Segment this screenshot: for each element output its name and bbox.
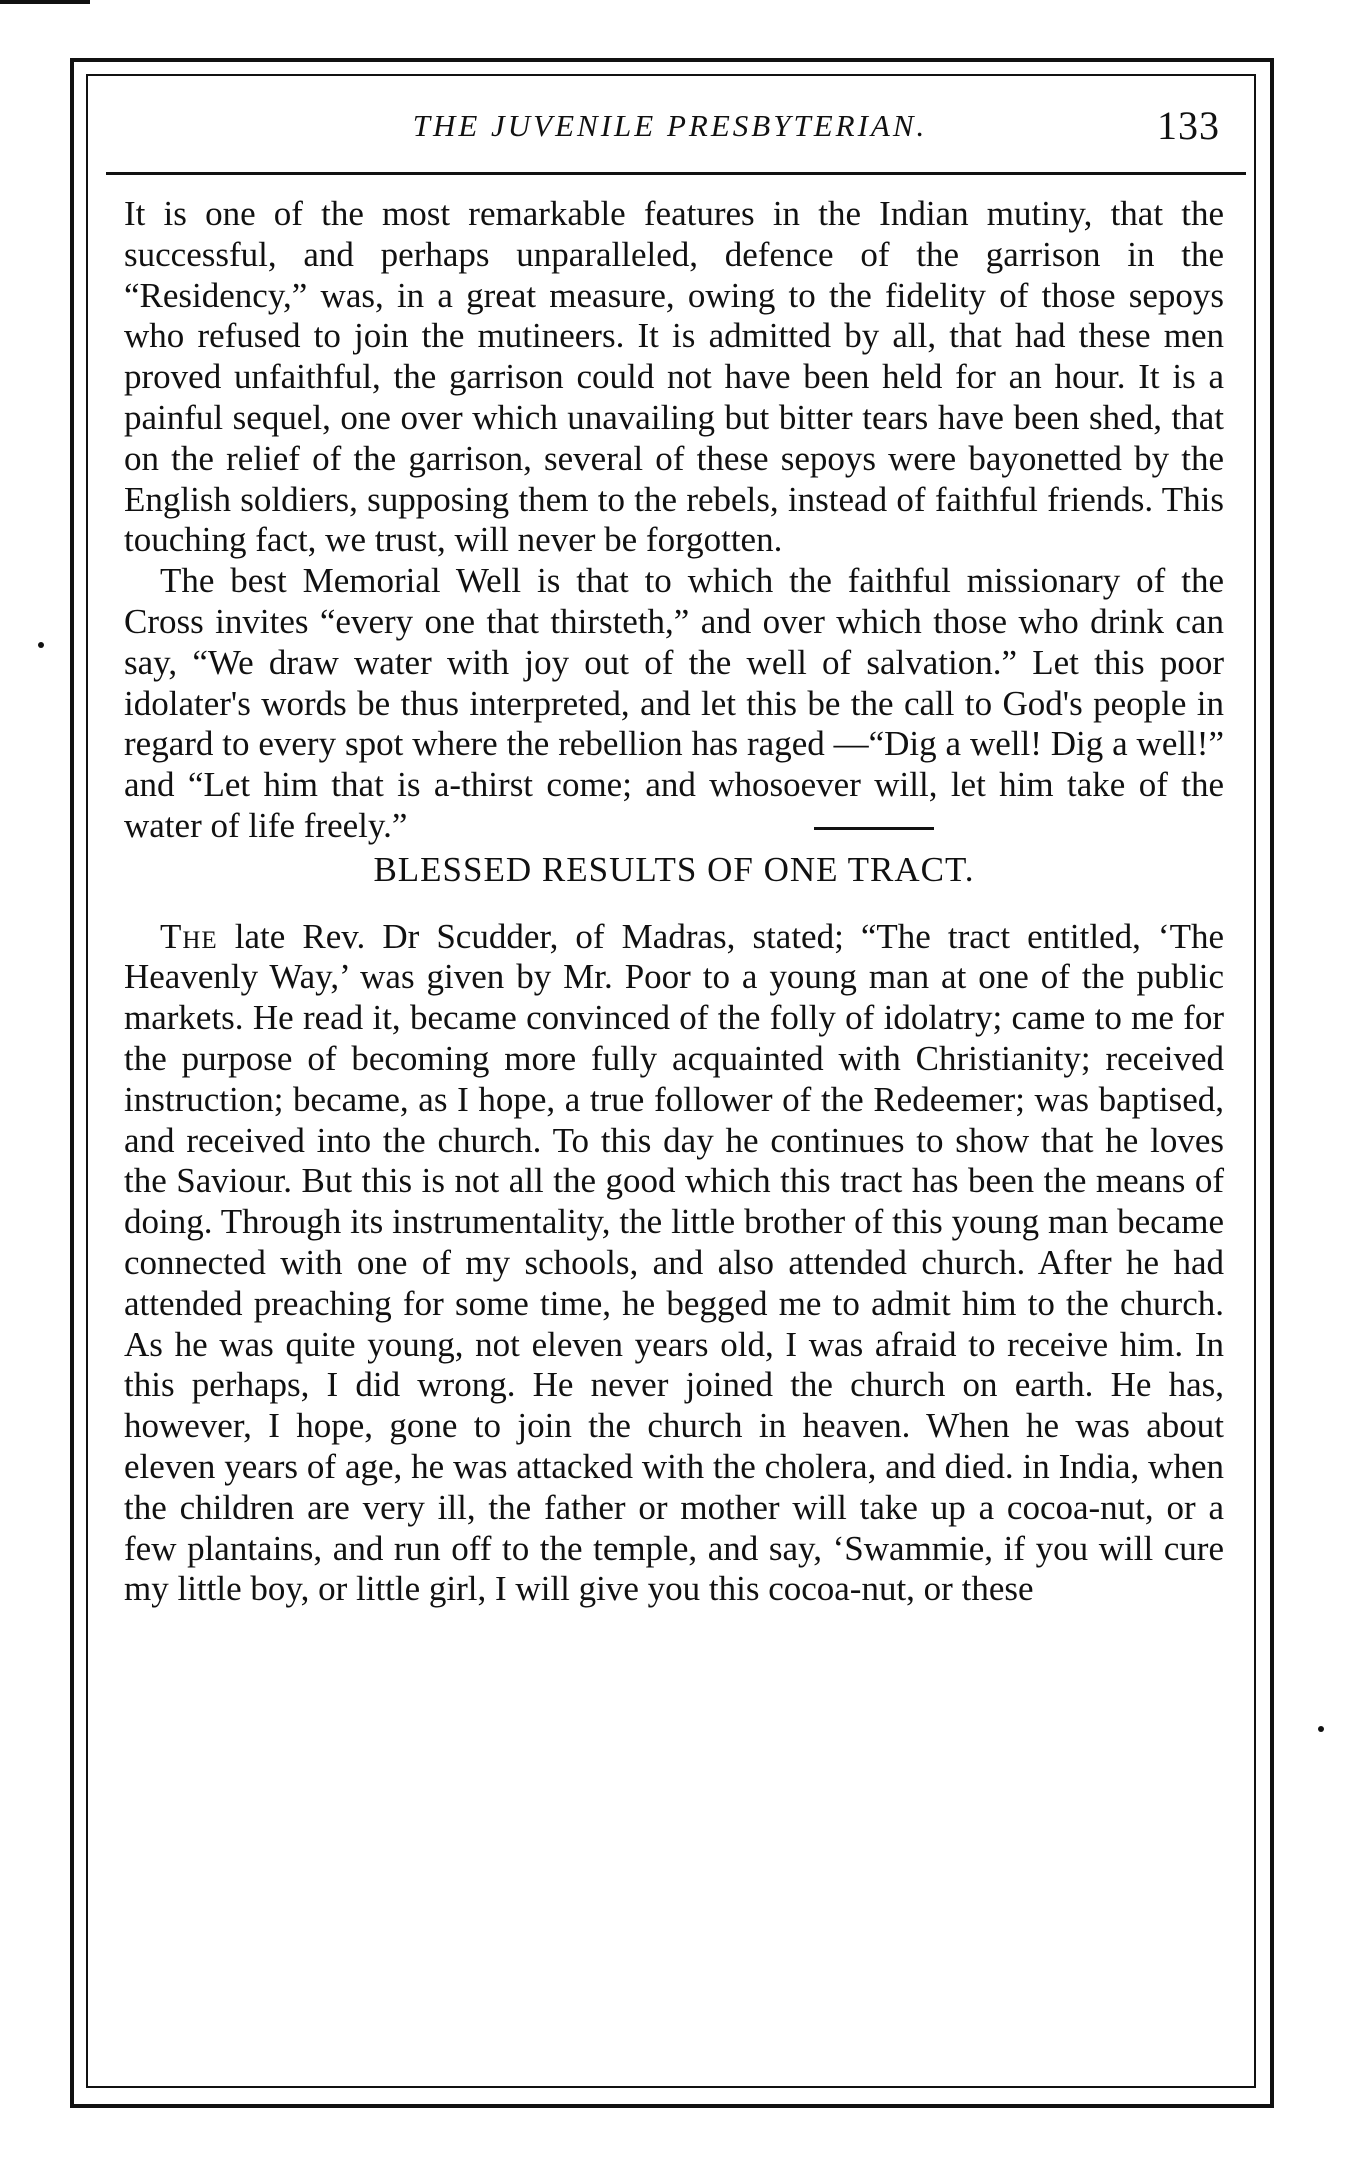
page-body	[124, 194, 1224, 1610]
margin-speck	[1318, 1726, 1324, 1732]
tract-body-text: late Rev. Dr Scudder, of Madras, stated; “The tract entitled, ‘The Heavenly Way,’ was given by Mr. Poor to a young man at one of the public markets. He read it, became convinced of the folly of idolatry; came to me for the purpose of becoming more fully acquainted with Christianity; received instruction; became, as I hope, a true follower of the Redeemer; was baptised, and received into the church. To this day he continues to show that he loves the Saviour. But this is not all the good which this tract has been the means of doing. Through its instrumentality, the little brother of this young man became connected with one of my schools, and also attended church. After he had attended preaching for some time, he begged me to admit him to the church. As he was quite young, not eleven years old, I was afraid to receive him. In this perhaps, I did wrong. He never joined the church on earth. He has, however, I hope, gone to join the church in heaven. When he was about eleven years of age, he was attacked with the cholera, and died. in India, when the children are very ill, the father or mother will take up a cocoa-nut, or a few plantains, and run off to the temple, and say, ‘Swammie, if you will cure my little boy, or little girl, I will give you this cocoa-nut, or these	[124, 916, 1225, 1609]
section-divider	[814, 827, 934, 830]
paragraph-mutiny: It is one of the most remarkable features in the Indian mutiny, that the successful, and perhaps unparalleled, defence of the garrison in the “Residency,” was, in a great measure, owing to the fidelity of those sepoys who refused to join the mutineers. It is admitted by all, that had these men proved unfaithful, the garrison could not have been held for an hour. It is a painful sequel, one over which unavailing but bitter tears have been shed, that on the relief of the garrison, several of these sepoys were bayonetted by the English soldiers, supposing them to the rebels, instead of faithful friends. This touching fact, we trust, will never be forgotten.	[124, 194, 1224, 560]
paragraph-memorial-well: The best Memorial Well is that to which the faithful missionary of the Cross invites “every one that thirsteth,” and over which those who drink can say, “We draw water with joy out of the well of salvation.” Let this poor idolater's words be thus interpreted, and let this be the call to God's people in regard to every spot where the rebellion has raged —“Dig a well! Dig a well!” and “Let him that is a-thirst come; and whosoever will, let him take of the water of life freely.”	[124, 561, 1224, 845]
page-header	[100, 98, 1240, 168]
corner-mark	[0, 0, 90, 4]
margin-speck	[38, 642, 44, 648]
paragraph-tract	[124, 917, 1224, 1611]
running-title: THE JUVENILE PRESBYTERIAN.	[412, 108, 928, 143]
lead-word: The	[160, 916, 218, 956]
page-number: 133	[1157, 103, 1220, 148]
section-heading: BLESSED RESULTS OF ONE TRACT.	[373, 849, 975, 889]
header-rule	[106, 172, 1246, 175]
